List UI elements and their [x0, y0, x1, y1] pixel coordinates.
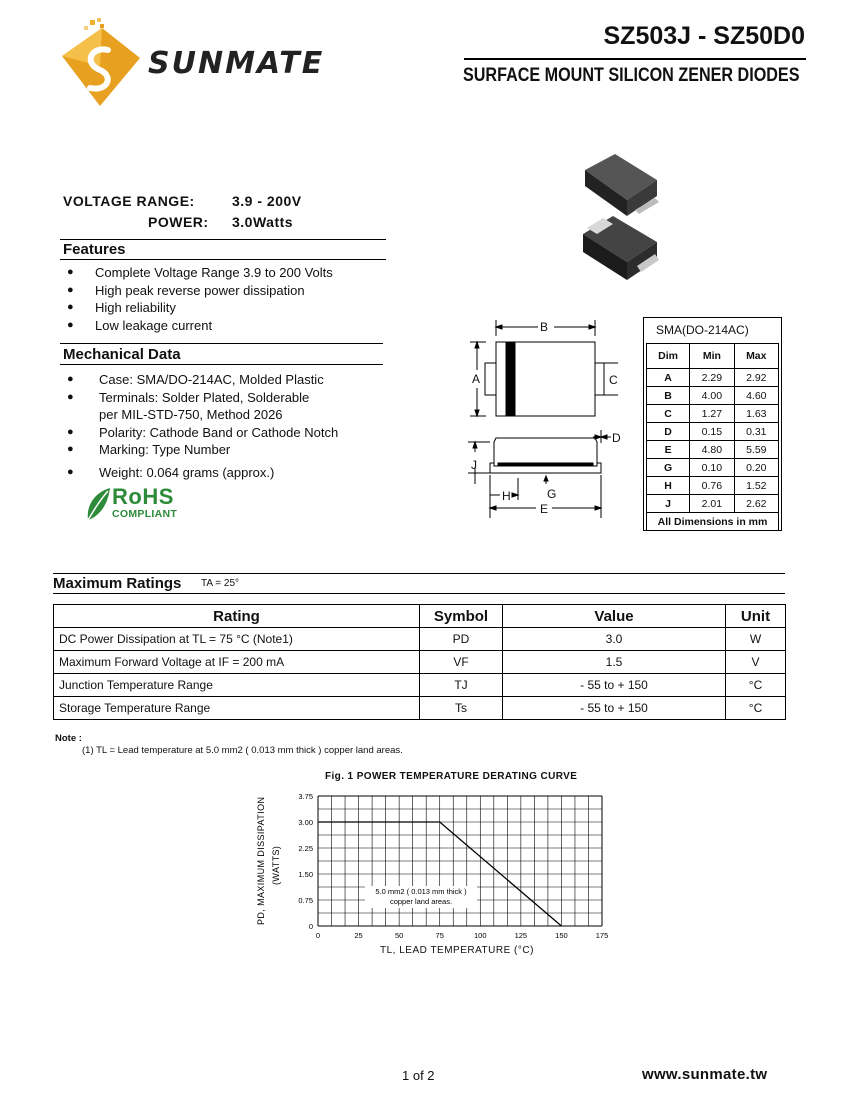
y-tick-label: 3.00	[298, 818, 313, 827]
x-tick-label: 100	[474, 931, 487, 940]
table-row: C 1.27 1.63	[647, 405, 779, 423]
dimension-table-footer: All Dimensions in mm	[647, 513, 779, 531]
table-header: Symbol	[420, 605, 503, 628]
x-tick-label: 175	[595, 931, 609, 940]
chart-annotation-line1: 5.0 mm2 ( 0.013 mm thick )	[375, 887, 467, 896]
dim-label-g: G	[547, 487, 557, 501]
table-row: DC Power Dissipation at TL = 75 °C (Note1) PD 3.0 W	[54, 628, 786, 651]
power-label: POWER:	[148, 214, 209, 230]
logo-mark-icon	[56, 18, 146, 108]
product-subtitle: SURFACE MOUNT SILICON ZENER DIODES	[463, 65, 800, 86]
features-list	[63, 264, 393, 334]
list-item: ● Terminals: Solder Plated, Solderable	[67, 389, 310, 405]
list-item: ● Weight: 0.064 grams (approx.)	[67, 464, 275, 480]
dim-label-b: B	[540, 320, 549, 334]
table-header: Min	[690, 344, 734, 369]
chart-ylabel-units: (WATTS)	[271, 845, 281, 885]
footer-url: www.sunmate.tw	[642, 1066, 768, 1083]
package-photo-icon	[575, 150, 665, 290]
dimension-table	[646, 343, 779, 531]
dimension-table-title: SMA(DO-214AC)	[656, 323, 749, 337]
table-row: H 0.76 1.52	[647, 477, 779, 495]
rohs-text: RoHS	[112, 484, 174, 509]
title-divider	[464, 58, 806, 60]
voltage-range-value: 3.9 - 200V	[232, 193, 302, 209]
table-header: Rating	[54, 605, 420, 628]
brand-wordmark: SUNMATE	[148, 46, 325, 81]
table-header: Dim	[647, 344, 690, 369]
x-tick-label: 150	[555, 931, 568, 940]
dim-label-a: A	[472, 372, 481, 386]
table-row: B 4.00 4.60	[647, 387, 779, 405]
list-item: ● High peak reverse power dissipation	[63, 282, 393, 300]
chart-xlabel: TL, LEAD TEMPERATURE (°C)	[380, 945, 534, 956]
note-text: (1) TL = Lead temperature at 5.0 mm2 ( 0.013 mm thick ) copper land areas.	[82, 745, 403, 756]
x-tick-label: 75	[435, 931, 444, 940]
ratings-top-rule	[53, 573, 785, 574]
list-item: ● Marking: Type Number	[67, 442, 231, 457]
ratings-table	[53, 604, 786, 720]
dim-label-d: D	[612, 431, 621, 445]
list-item: per MIL-STD-750, Method 2026	[99, 407, 283, 422]
ratings-heading: Maximum Ratings	[53, 575, 182, 592]
part-range-title: SZ503J - SZ50D0	[603, 22, 805, 50]
leaf-icon	[84, 486, 112, 522]
features-heading: Features	[63, 241, 126, 258]
mechanical-heading: Mechanical Data	[63, 346, 181, 363]
table-row: E 4.80 5.59	[647, 441, 779, 459]
mechanical-top-rule	[60, 343, 383, 344]
list-item: ● Low leakage current	[63, 317, 393, 335]
ratings-condition: TA = 25°	[201, 578, 240, 589]
rohs-compliant-text: COMPLIANT	[112, 508, 178, 520]
table-header: Max	[734, 344, 778, 369]
table-row: Maximum Forward Voltage at IF = 200 mA VF 1.5 V	[54, 651, 786, 674]
brand-logo	[56, 18, 326, 108]
list-item: ● Complete Voltage Range 3.9 to 200 Volts	[63, 264, 393, 282]
chart-title: Fig. 1 POWER TEMPERATURE DERATING CURVE	[325, 771, 578, 782]
y-tick-label: 2.25	[298, 844, 313, 853]
x-tick-label: 50	[394, 931, 404, 940]
x-tick-label: 25	[354, 931, 363, 940]
page-number: 1 of 2	[402, 1068, 435, 1083]
table-row: D 0.15 0.31	[647, 423, 779, 441]
dim-label-h: H	[502, 489, 511, 503]
chart-annotation-line2: copper land areas.	[389, 897, 453, 906]
dim-label-c: C	[609, 373, 618, 387]
note-label: Note :	[55, 733, 82, 744]
list-item: ● Polarity: Cathode Band or Cathode Notch	[67, 424, 339, 440]
ratings-bottom-rule	[53, 593, 785, 594]
dimension-table-frame	[643, 317, 782, 531]
voltage-range-label: VOLTAGE RANGE:	[63, 193, 195, 209]
y-tick-label: 3.75	[298, 792, 313, 801]
y-tick-label: 0.75	[298, 896, 313, 905]
mechanical-list	[63, 371, 393, 481]
table-row: G 0.10 0.20	[647, 459, 779, 477]
package-outline-drawing	[460, 318, 620, 523]
table-row: J 2.01 2.62	[647, 495, 779, 513]
list-item: ● Case: SMA/DO-214AC, Molded Plastic	[67, 372, 324, 387]
x-tick-label: 125	[514, 931, 528, 940]
list-item: ● High reliability	[63, 299, 393, 317]
chart-ylabel: PD, MAXIMUM DISSIPATION	[256, 796, 266, 925]
x-tick-label: 0	[315, 931, 321, 940]
features-bottom-rule	[60, 259, 386, 260]
table-row: A 2.29 2.92	[647, 369, 779, 387]
power-value: 3.0Watts	[232, 214, 294, 230]
table-header: Value	[503, 605, 726, 628]
table-row: Storage Temperature Range Ts - 55 to + 150 °C	[54, 697, 786, 720]
rohs-badge	[84, 486, 194, 522]
table-row: Junction Temperature Range TJ - 55 to + 150 °C	[54, 674, 786, 697]
mechanical-bottom-rule	[60, 364, 383, 365]
dim-label-j: J	[471, 458, 477, 472]
table-header: Unit	[726, 605, 786, 628]
y-tick-label: 0	[308, 922, 313, 931]
y-tick-label: 1.50	[298, 870, 313, 879]
dim-label-e: E	[540, 502, 549, 516]
features-top-rule	[60, 239, 386, 240]
